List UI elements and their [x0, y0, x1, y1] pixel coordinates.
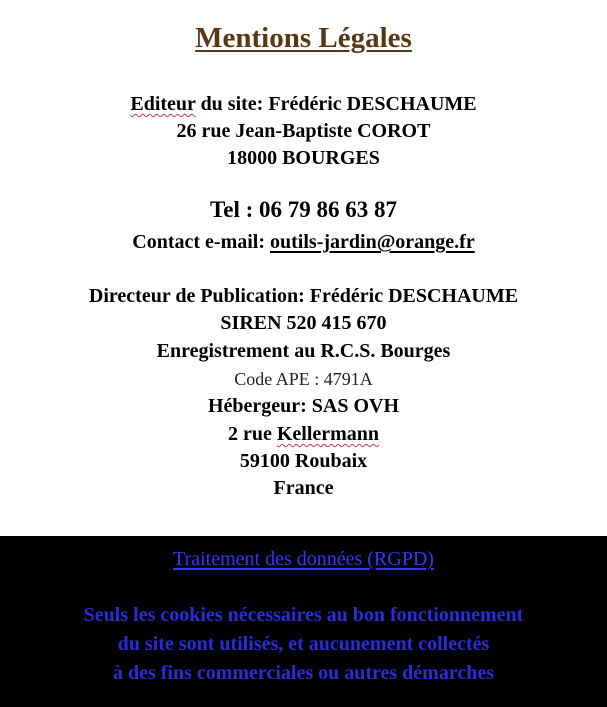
rgpd-text-line3: à des fins commerciales ou autres démarches [112, 662, 495, 684]
publication-host-city: 59100 Roubaix [239, 450, 368, 472]
publication-host-street [0, 423, 607, 446]
contact-email-label: Contact e-mail: [132, 231, 271, 253]
editor-line [0, 93, 607, 116]
editor-label: Editeur [130, 93, 196, 115]
publication-host: Hébergeur: SAS OVH [207, 395, 400, 417]
contact-email-line [0, 231, 607, 254]
page-title: Mentions Légales [195, 22, 412, 54]
editor-address-line1: 26 rue Jean-Baptiste COROT [176, 120, 431, 142]
editor-name: du site: Frédéric DESCHAUME [195, 93, 477, 115]
rgpd-footer [0, 536, 607, 707]
publication-rcs: Enregistrement au R.C.S. Bourges [156, 340, 451, 362]
publication-ape: Code APE : 4791A [234, 369, 373, 389]
host-street-name: Kellermann [276, 423, 380, 445]
contact-tel: Tel : 06 79 86 63 87 [210, 197, 397, 222]
editor-address-line2: 18000 BOURGES [227, 147, 380, 169]
publication-siren: SIREN 520 415 670 [220, 312, 387, 334]
publication-host-country: France [273, 477, 334, 499]
contact-email-link[interactable]: outils-jardin@orange.fr [270, 231, 475, 253]
publication-director: Directeur de Publication: Frédéric DESCHAUME [88, 285, 519, 307]
host-street-prefix: 2 rue [227, 423, 277, 445]
rgpd-text-line1: Seuls les cookies nécessaires au bon fonctionnement [83, 604, 524, 626]
rgpd-text-line2: du site sont utilisés, et aucunement collectés [117, 633, 490, 655]
rgpd-link[interactable]: Traitement des données (RGPD) [173, 548, 434, 570]
